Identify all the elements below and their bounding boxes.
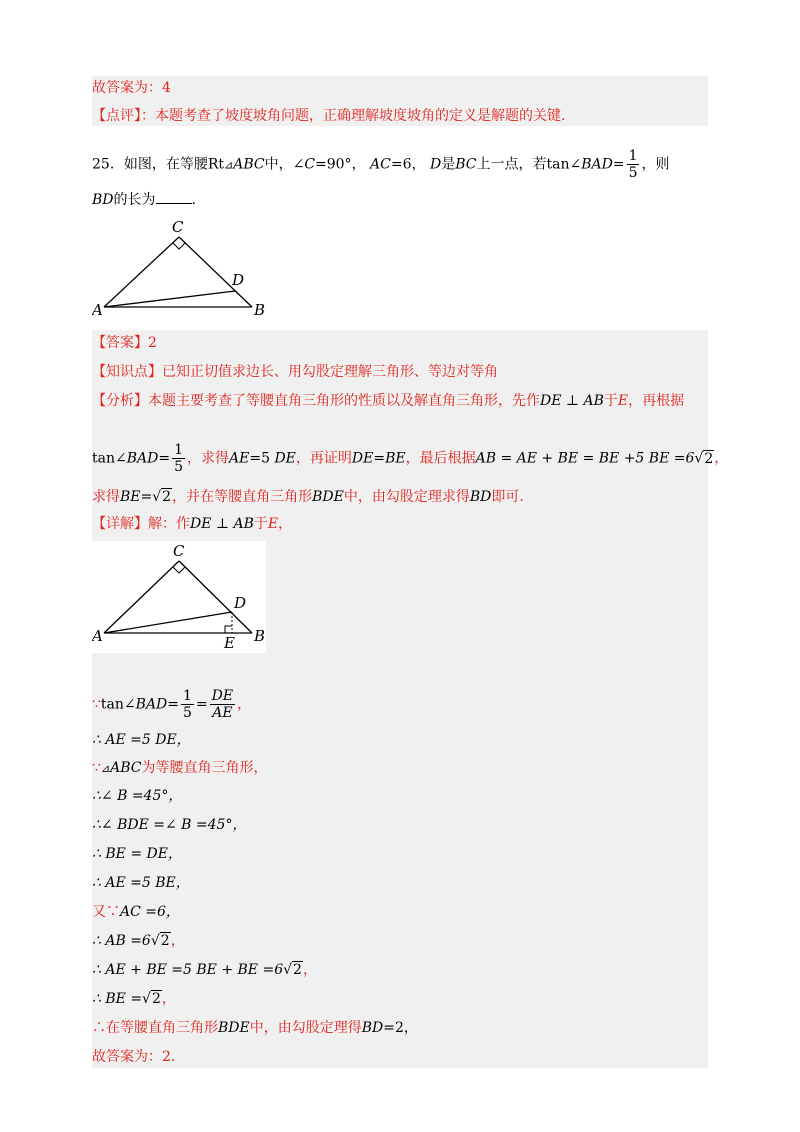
step-12: [92, 1018, 418, 1038]
equals: =: [195, 696, 208, 713]
step-text: 为等腰直角三角形，: [141, 760, 268, 776]
equals-5: =5: [249, 450, 270, 467]
var-bd: BD: [361, 1020, 384, 1036]
analysis-text: ，最后根据: [405, 450, 476, 467]
expr-de-perp-ab: DE ⊥ AB: [190, 516, 254, 532]
var-bd: BD: [92, 192, 114, 208]
analysis-line-2: tan∠BAD= $\frac{1}{5}$ ，求得AE=5 DE，再证明DE=BE，最后根据AB = AE + BE = BE +5 BE =6√2，: [92, 442, 729, 475]
knowledge-text: 已知正切值求边长、用勾股定理解三角形、等边对等角: [162, 364, 498, 380]
label-b: B: [254, 627, 266, 645]
sqrt-2: 2: [162, 489, 172, 505]
expr-chain: = AE + BE = BE +5 BE =6: [496, 450, 695, 467]
fraction-de-ae: [210, 688, 235, 721]
step-punct: ，: [237, 696, 252, 713]
step-text: ∴在等腰直角三角形: [92, 1020, 218, 1036]
answer-value: 2: [148, 335, 157, 351]
fraction-one-fifth: [172, 442, 185, 475]
separator: ，: [411, 156, 426, 173]
var-bd: BD: [469, 489, 492, 505]
var-d: D: [429, 156, 442, 173]
var-c: C: [304, 156, 316, 173]
right-angle-mark-e: [225, 626, 232, 633]
label-a: A: [92, 627, 103, 645]
label-d: D: [234, 594, 247, 612]
angle-symbol: ∠: [569, 156, 582, 173]
var-bde: BDE: [218, 1020, 250, 1036]
step-8: [92, 902, 180, 922]
analysis-text: 即可.: [491, 489, 524, 505]
label-d: D: [232, 271, 245, 289]
answer-line: [92, 333, 157, 353]
analysis-text: ，再根据: [628, 393, 685, 409]
angle-symbol: ∠: [123, 696, 136, 713]
detail-line: [92, 514, 292, 534]
because-symbol: 又∵: [92, 904, 120, 920]
question-text: 的长为: [113, 192, 156, 208]
label-c: C: [173, 542, 185, 560]
triangle-figure-2: [92, 541, 266, 653]
var-ac: AC: [370, 156, 391, 173]
right-angle-mark-c: [173, 567, 185, 573]
step-11: ∴ BE =√2，: [92, 991, 176, 1007]
triangle-figure-1: [92, 215, 272, 320]
step-10: ∴ AE + BE =5 BE + BE =6√2，: [92, 962, 317, 978]
sqrt-2: 2: [151, 991, 161, 1007]
question-line-2: [92, 190, 196, 210]
step-13: 故答案为：2.: [92, 1049, 176, 1065]
knowledge-line: [92, 362, 498, 382]
question-text: 是: [441, 156, 456, 173]
fraction-denominator: 5: [174, 459, 184, 475]
angle-symbol: ∠: [292, 156, 305, 173]
question-text: 中，: [264, 156, 293, 173]
question-number: 25．: [92, 156, 124, 173]
var-abc: ABC: [233, 156, 265, 173]
var-e: E: [617, 393, 629, 409]
fraction-numerator: 1: [174, 442, 184, 458]
step-expr: ∴ AB =6: [92, 933, 151, 949]
tan-text: tan: [100, 696, 124, 713]
equals: =: [373, 450, 386, 467]
knowledge-tag: 【知识点】: [92, 364, 162, 380]
step-expr: ∴ AE + BE =5 BE + BE =6: [92, 962, 284, 978]
fraction-one-fifth: [181, 688, 194, 721]
step-9: ∴ AB =6√2，: [92, 933, 185, 949]
answer-blank: [156, 190, 192, 204]
question-text: ，则: [641, 156, 670, 173]
analysis-text: 中，由勾股定理求得: [343, 489, 470, 505]
step-3: [92, 758, 268, 779]
detail-text: 于: [253, 516, 268, 532]
previous-answer: 故答案为：4: [92, 80, 171, 96]
tan-text: tan: [92, 450, 115, 467]
separator: ，: [351, 156, 366, 173]
var-bc: BC: [455, 156, 477, 173]
analysis-text: ，并在等腰直角三角形: [172, 489, 313, 505]
var-bad: BAD: [126, 450, 159, 467]
label-e: E: [224, 634, 235, 652]
step-5: ∴∠ BDE =∠ B =45°，: [92, 817, 247, 833]
fraction-denominator: 5: [183, 705, 192, 721]
var-bde: BDE: [312, 489, 344, 505]
detail-tag: 【详解】: [92, 516, 148, 532]
right-angle-mark: [173, 243, 185, 249]
step-4: ∴∠ B =45°，: [92, 788, 183, 804]
analysis-text: 于: [603, 393, 618, 409]
analysis-text: 本题主要考查了等腰直角三角形的性质以及解直角三角形，先作: [148, 393, 540, 409]
step-expr: ∴ BE =: [92, 991, 143, 1007]
step-expr: =2，: [383, 1020, 418, 1036]
fraction-numerator: 1: [183, 688, 192, 704]
fraction-one-fifth: [627, 148, 640, 181]
var-ab: AB: [475, 450, 497, 467]
label-c: C: [172, 218, 184, 236]
analysis-text: ，: [714, 450, 729, 467]
question-text: 如图，在等腰Rt: [123, 156, 224, 173]
step-punct: ，: [161, 991, 176, 1007]
because-symbol: ∵: [92, 760, 101, 776]
step-text: 中，由勾股定理得: [249, 1020, 362, 1036]
var-e: E: [267, 516, 279, 532]
label-b: B: [254, 301, 266, 319]
fraction-numerator: 1: [628, 148, 638, 164]
analysis-text: ，再证明: [295, 450, 352, 467]
analysis-tag: 【分析】: [92, 393, 148, 409]
analysis-text: ，求得: [187, 450, 230, 467]
var-be: BE: [385, 450, 406, 467]
analysis-line-3: 求得BE=√2，并在等腰直角三角形BDE中，由勾股定理求得BD即可.: [92, 489, 524, 505]
sqrt-2: 2: [160, 933, 170, 949]
comment-text: ：本题考查了坡度坡角问题，正确理解坡度坡角的定义是解题的关键.: [141, 108, 566, 124]
equals: =: [612, 156, 625, 173]
var-be: BE: [120, 489, 141, 505]
equals: =: [167, 696, 180, 713]
comment-tag: 【点评】: [92, 108, 141, 124]
equals: =: [158, 450, 171, 467]
previous-comment: [92, 106, 565, 126]
step-1: [92, 688, 251, 721]
step-7: ∴ AE =5 BE，: [92, 875, 190, 891]
equals: =: [140, 489, 153, 505]
var-bad: BAD: [581, 156, 613, 173]
detail-text: ，: [278, 516, 293, 532]
step-expr: AC =6，: [120, 904, 180, 920]
value-6: =6: [390, 156, 412, 173]
step-6: ∴ BE = DE，: [92, 846, 182, 862]
fraction-numerator: DE: [211, 688, 234, 704]
var-de: DE: [274, 450, 296, 467]
answer-tag: 【答案】: [92, 335, 148, 351]
question-text: 上一点，若tan: [476, 156, 570, 173]
step-punct: ，: [302, 962, 317, 978]
triangle-symbol: ⊿: [100, 762, 111, 775]
segment-ad: [104, 291, 235, 307]
triangle-symbol: ⊿: [224, 158, 234, 172]
side-ac: [104, 237, 179, 307]
var-ae: AE: [229, 450, 250, 467]
expr-de-perp-ab: DE ⊥ AB: [540, 393, 604, 409]
value-90: =90°: [315, 156, 352, 173]
question-text: .: [191, 192, 196, 208]
question-line-1: [92, 148, 669, 181]
label-a: A: [92, 301, 103, 319]
fraction-denominator: 5: [628, 165, 638, 181]
analysis-text: 求得: [92, 489, 120, 505]
angle-symbol: ∠: [115, 450, 127, 467]
step-2: ∴ AE =5 DE，: [92, 732, 191, 748]
detail-text: 解：作: [148, 516, 190, 532]
analysis-line-1: [92, 391, 684, 411]
var-bad: BAD: [135, 696, 168, 713]
sqrt-2: 2: [293, 962, 302, 978]
fraction-denominator: AE: [212, 705, 233, 721]
var-de: DE: [351, 450, 374, 467]
step-punct: ，: [170, 933, 185, 949]
because-symbol: ∵: [92, 696, 101, 713]
sqrt-2: 2: [704, 450, 714, 467]
var-abc: ABC: [110, 760, 142, 776]
